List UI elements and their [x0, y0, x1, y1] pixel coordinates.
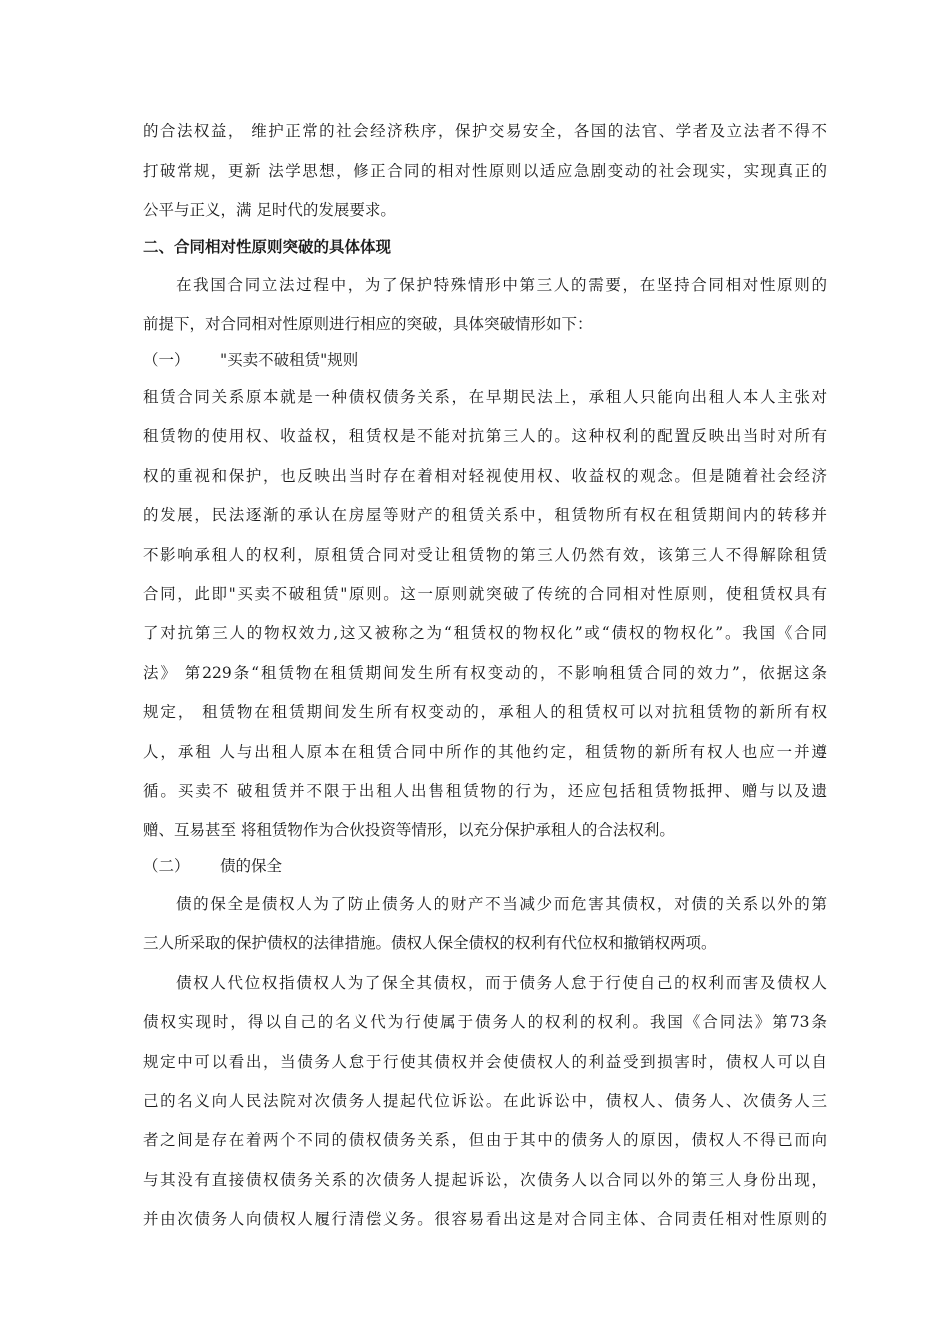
subsection-1-title: "买卖不破租赁"规则 — [220, 351, 359, 369]
sub2b-line-4: 己的名义向人民法院对次债务人提起代位诉讼。在此诉讼中，债权人、债务人、次债务人三 — [143, 1092, 827, 1110]
sub2b-line-1: 债权人代位权指债权人为了保全其债权，而于债务人怠于行使自己的权利而害及债权人 — [176, 974, 827, 992]
sub1-line-3: 权的重视和保护，也反映出当时存在着相对轻视使用权、收益权的观念。但是随着社会经济 — [143, 467, 827, 485]
sub1-line-12: 赠、互易甚至 将租赁物作为合伙投资等情形，以充分保护承租人的合法权利。 — [143, 821, 675, 839]
sub1-line-8: 法》 第229条“租赁物在租赁期间发生所有权变动的，不影响租赁合同的效力”，依据这条 — [143, 664, 827, 682]
section-heading: 二、合同相对性原则突破的具体体现 — [143, 238, 392, 256]
sub1-line-11: 循。买卖不 破租赁并不限于出租人出售租赁物的行为，还应包括租赁物抵押、赠与以及遗 — [143, 782, 827, 800]
sub2a-line-2: 三人所采取的保护债权的法律措施。债权人保全债权的权利有代位权和撤销权两项。 — [143, 934, 717, 952]
subsection-2-title: 债的保全 — [220, 857, 283, 875]
intro-line-2: 前提下，对合同相对性原则进行相应的突破，具体突破情形如下： — [143, 315, 593, 333]
sub2a-line-1: 债的保全是债权人为了防止债务人的财产不当减少而危害其债权，对债的关系以外的第 — [176, 895, 827, 913]
sub1-line-4: 的发展，民法逐渐的承认在房屋等财产的租赁关系中，租赁物所有权在租赁期间内的转移并 — [143, 506, 827, 524]
sub2b-line-5: 者之间是存在着两个不同的债权债务关系，但由于其中的债务人的原因，债权人不得已而向 — [143, 1131, 827, 1149]
subsection-2-number: （二） — [143, 857, 190, 875]
sub1-line-9: 规定， 租赁物在租赁期间发生所有权变动的，承租人的租赁权可以对抗租赁物的新所有权 — [143, 703, 827, 721]
sub2b-line-2: 债权实现时，得以自己的名义代为行使属于债务人的权利的权利。我国《合同法》第73条 — [143, 1013, 827, 1031]
sub2b-line-7: 并由次债务人向债权人履行清偿义务。很容易看出这是对合同主体、合同责任相对性原则的 — [143, 1210, 827, 1228]
sub1-line-2: 租赁物的使用权、收益权，租赁权是不能对抗第三人的。这种权利的配置反映出当时对所有 — [143, 427, 827, 445]
para1-line-2: 打破常规，更新 法学思想，修正合同的相对性原则以适应急剧变动的社会现实，实现真正的 — [143, 162, 827, 180]
sub1-line-7: 了对抗第三人的物权效力,这又被称之为“租赁权的物权化”或“债权的物权化”。我国《合同 — [143, 624, 827, 642]
para1-line-3: 公平与正义，满 足时代的发展要求。 — [143, 201, 396, 219]
sub1-line-1: 租赁合同关系原本就是一种债权债务关系，在早期民法上，承租人只能向出租人本人主张对 — [143, 388, 827, 406]
subsection-2-heading — [143, 856, 282, 876]
subsection-1-heading — [143, 350, 358, 370]
subsection-1-number: （一） — [143, 351, 190, 369]
intro-line-1: 在我国合同立法过程中，为了保护特殊情形中第三人的需要，在坚持合同相对性原则的 — [176, 276, 827, 294]
sub1-line-6: 合同，此即"买卖不破租赁"原则。这一原则就突破了传统的合同相对性原则，使租赁权具有 — [143, 585, 827, 603]
sub2b-line-6: 与其没有直接债权债务关系的次债务人提起诉讼，次债务人以合同以外的第三人身份出现， — [143, 1171, 827, 1189]
sub2b-line-3: 规定中可以看出，当债务人怠于行使其债权并会使债权人的利益受到损害时，债权人可以自 — [143, 1053, 827, 1071]
para1-line-1: 的合法权益， 维护正常的社会经济秩序，保护交易安全，各国的法官、学者及立法者不得不 — [143, 122, 827, 140]
sub1-line-5: 不影响承租人的权利，原租赁合同对受让租赁物的第三人仍然有效，该第三人不得解除租赁 — [143, 546, 827, 564]
sub1-line-10: 人，承租 人与出租人原本在租赁合同中所作的其他约定，租赁物的新所有权人也应一并遵 — [143, 743, 827, 761]
